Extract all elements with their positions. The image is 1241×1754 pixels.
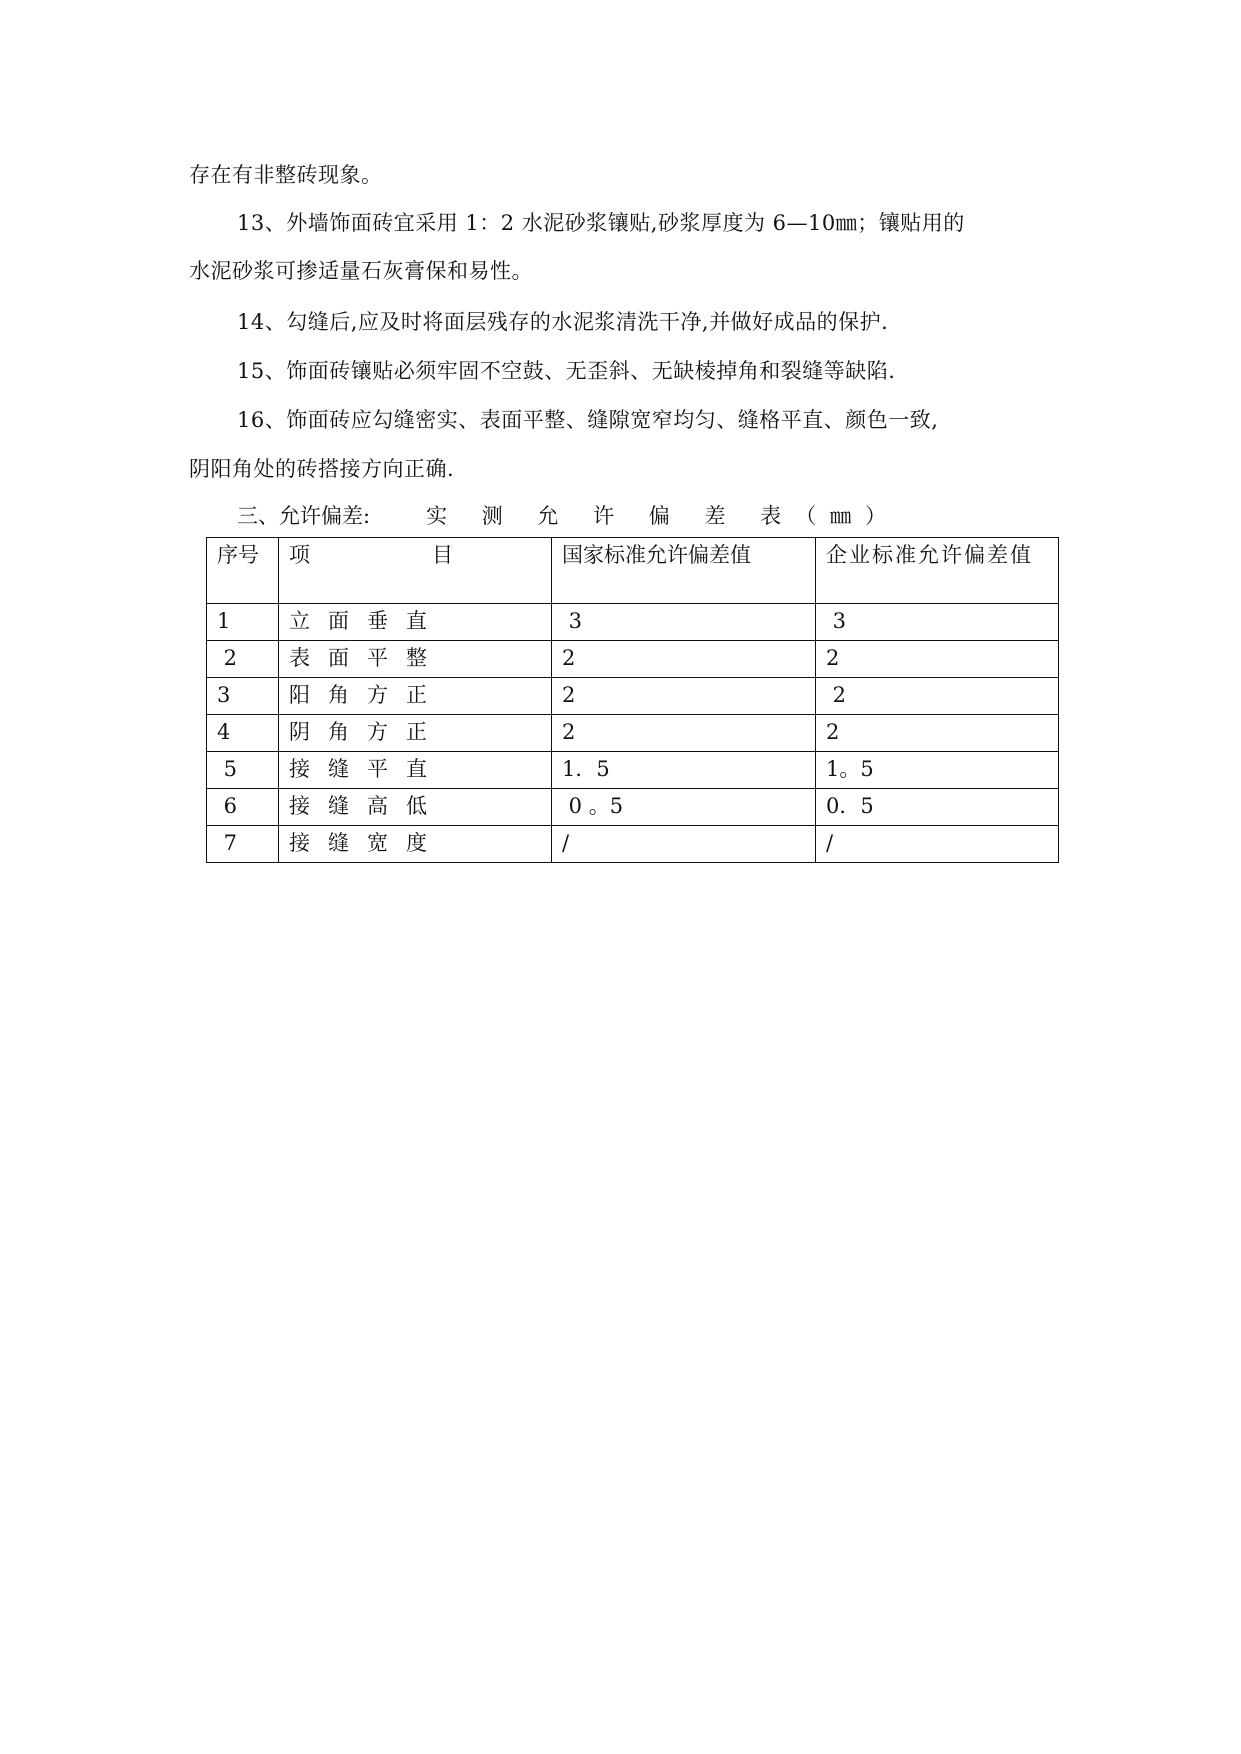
- cell-item: 阳角方正: [279, 678, 552, 715]
- table-row: [207, 789, 1059, 826]
- header-enterprise: 企业标准允许偏差值: [816, 538, 1059, 604]
- table-row: [207, 826, 1059, 863]
- cell-seq: 1: [207, 604, 279, 641]
- cell-national: /: [552, 826, 816, 863]
- cell-item: 接缝宽度: [279, 826, 552, 863]
- cell-national: 2: [552, 641, 816, 678]
- header-national: 国家标准允许偏差值: [552, 538, 816, 604]
- table-row: [207, 641, 1059, 678]
- header-item: [279, 538, 552, 604]
- cell-item: 接缝平直: [279, 752, 552, 789]
- cell-enterprise: 0．5: [816, 789, 1059, 826]
- cell-national: 2: [552, 678, 816, 715]
- table-row: [207, 678, 1059, 715]
- cell-national: 2: [552, 715, 816, 752]
- header-item-left: 项: [289, 543, 312, 567]
- table-header-row: [207, 538, 1059, 604]
- paragraph-14: 14、勾缝后,应及时将面层残存的水泥浆清洗干净,并做好成品的保护.: [237, 310, 889, 334]
- cell-enterprise: 2: [816, 641, 1059, 678]
- cell-seq: 4: [207, 715, 279, 752]
- paragraph-line-1: 存在有非整砖现象。: [189, 163, 383, 187]
- cell-seq: 2: [207, 641, 279, 678]
- cell-seq: 6: [207, 789, 279, 826]
- header-item-right: 目: [432, 543, 455, 567]
- cell-seq: 5: [207, 752, 279, 789]
- table-row: [207, 715, 1059, 752]
- cell-enterprise: 2: [816, 715, 1059, 752]
- paragraph-13-line-2: 水泥砂浆可掺适量石灰膏保和易性。: [189, 259, 533, 283]
- cell-national: 1．5: [552, 752, 816, 789]
- cell-item: 阴角方正: [279, 715, 552, 752]
- cell-national: 3: [552, 604, 816, 641]
- paragraph-13-line-1: 13、外墙饰面砖宜采用 1：2 水泥砂浆镶贴,砂浆厚度为 6—10㎜；镶贴用的: [237, 211, 965, 235]
- cell-enterprise: 1。5: [816, 752, 1059, 789]
- cell-national: 0 。5: [552, 789, 816, 826]
- cell-seq: 3: [207, 678, 279, 715]
- table-row: [207, 752, 1059, 789]
- paragraph-15: 15、饰面砖镶贴必须牢固不空鼓、无歪斜、无缺棱掉角和裂缝等缺陷.: [237, 359, 896, 383]
- header-seq: 序号: [207, 538, 279, 604]
- deviation-table: [206, 537, 1059, 863]
- cell-item: 接缝高低: [279, 789, 552, 826]
- paragraph-16-line-1: 16、饰面砖应勾缝密实、表面平整、缝隙宽窄均匀、缝格平直、颜色一致,: [237, 408, 939, 432]
- cell-seq: 7: [207, 826, 279, 863]
- table-heading: [237, 501, 900, 531]
- paragraph-16-line-2: 阴阳角处的砖搭接方向正确.: [189, 457, 455, 481]
- cell-item: 立面垂直: [279, 604, 552, 641]
- section-label: 三、允许偏差:: [237, 504, 371, 528]
- table-row: [207, 604, 1059, 641]
- cell-enterprise: 3: [816, 604, 1059, 641]
- cell-enterprise: /: [816, 826, 1059, 863]
- cell-enterprise: 2: [816, 678, 1059, 715]
- table-title: 实 测 允 许 偏 差 表（㎜）: [426, 504, 901, 528]
- cell-item: 表面平整: [279, 641, 552, 678]
